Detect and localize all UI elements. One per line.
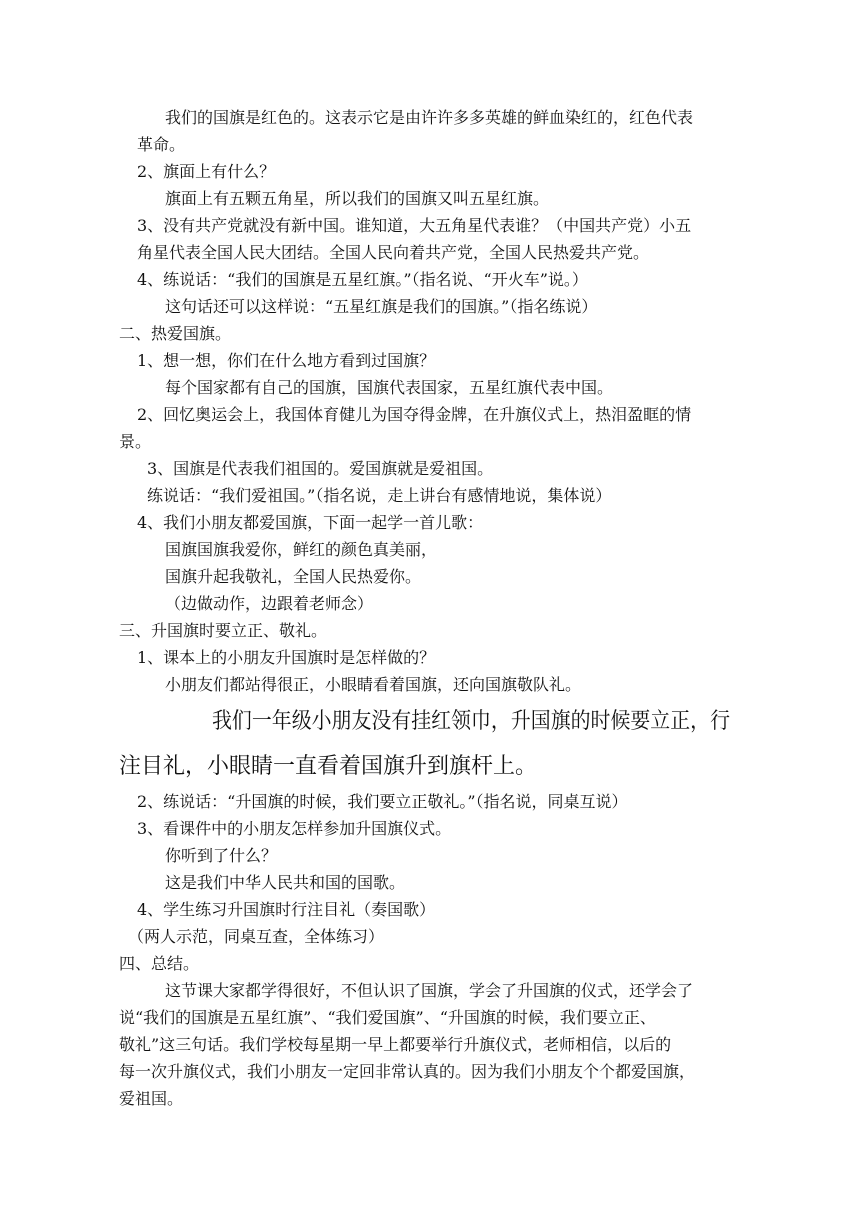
text-line: 3、看课件中的小朋友怎样参加升国旗仪式。 xyxy=(137,819,452,838)
text-line: 敬礼”这三句话。我们学校每星期一早上都要举行升旗仪式，老师相信，以后的 xyxy=(119,1035,672,1054)
text-line: 革命。 xyxy=(137,135,186,154)
section-heading: 三、升国旗时要立正、敬礼。 xyxy=(119,621,328,640)
text-line: 4、学生练习升国旗时行注目礼（奏国歌） xyxy=(137,900,436,919)
text-line: 每一次升旗仪式，我们小朋友一定回非常认真的。因为我们小朋友个个都爱国旗， xyxy=(119,1062,696,1081)
text-line: 小朋友们都站得很正，小眼睛看着国旗，还向国旗敬队礼。 xyxy=(165,675,582,694)
text-line: 角星代表全国人民大团结。全国人民向着共产党，全国人民热爱共产党。 xyxy=(137,243,650,262)
text-line: 3、国旗是代表我们祖国的。爱国旗就是爱祖国。 xyxy=(147,459,494,478)
text-line-large: 我们一年级小朋友没有挂红领巾，升国旗的时候要立正，行 xyxy=(212,709,731,734)
text-line: 这句话还可以这样说：“五星红旗是我们的国旗。”（指名练说） xyxy=(165,297,598,316)
text-line: 4、练说话：“我们的国旗是五星红旗。”（指名说、“开火车”说。） xyxy=(137,270,588,289)
text-line: 每个国家都有自己的国旗，国旗代表国家，五星红旗代表中国。 xyxy=(165,378,614,397)
text-line: 这节课大家都学得很好，不但认识了国旗，学会了升国旗的仪式，还学会了 xyxy=(165,981,694,1000)
text-line: （两人示范，同桌互查，全体练习） xyxy=(128,927,385,946)
text-line-large: 注目礼，小眼睛一直看着国旗升到旗杆上。 xyxy=(119,754,538,779)
text-line: 景。 xyxy=(119,432,152,451)
text-line: 2、回忆奥运会上，我国体育健儿为国夺得金牌，在升旗仪式上，热泪盈眶的情 xyxy=(137,405,692,424)
text-line: 爱祖国。 xyxy=(119,1089,184,1108)
text-line: 旗面上有五颗五角星，所以我们的国旗又叫五星红旗。 xyxy=(165,189,550,208)
text-line: 2、旗面上有什么？ xyxy=(137,162,276,181)
text-line: 4、我们小朋友都爱国旗，下面一起学一首儿歌： xyxy=(137,513,484,532)
section-heading: 二、热爱国旗。 xyxy=(119,324,232,343)
text-line: 1、想一想，你们在什么地方看到过国旗？ xyxy=(137,351,436,370)
text-line: 这是我们中华人民共和国的国歌。 xyxy=(165,873,406,892)
text-line: 我们的国旗是红色的。这表示它是由许许多多英雄的鲜血染红的，红色代表 xyxy=(165,108,694,127)
text-line: 你听到了什么？ xyxy=(165,846,278,865)
text-line: 1、课本上的小朋友升国旗时是怎样做的？ xyxy=(137,648,436,667)
section-heading: 四、总结。 xyxy=(119,954,200,973)
text-line: 说“我们的国旗是五星红旗”、“我们爱国旗”、“升国旗的时候，我们要立正、 xyxy=(119,1008,656,1027)
text-line: 练说话：“我们爱祖国。”（指名说，走上讲台有感情地说，集体说） xyxy=(147,486,612,505)
text-line: （边做动作，边跟着老师念） xyxy=(165,594,374,613)
rhyme-line: 国旗升起我敬礼，全国人民热爱你。 xyxy=(165,567,422,586)
text-line: 2、练说话：“升国旗的时候，我们要立正敬礼。”（指名说，同桌互说） xyxy=(137,792,628,811)
text-line: 3、没有共产党就没有新中国。谁知道，大五角星代表谁？（中国共产党）小五 xyxy=(137,216,692,235)
rhyme-line: 国旗国旗我爱你，鲜红的颜色真美丽， xyxy=(165,540,438,559)
